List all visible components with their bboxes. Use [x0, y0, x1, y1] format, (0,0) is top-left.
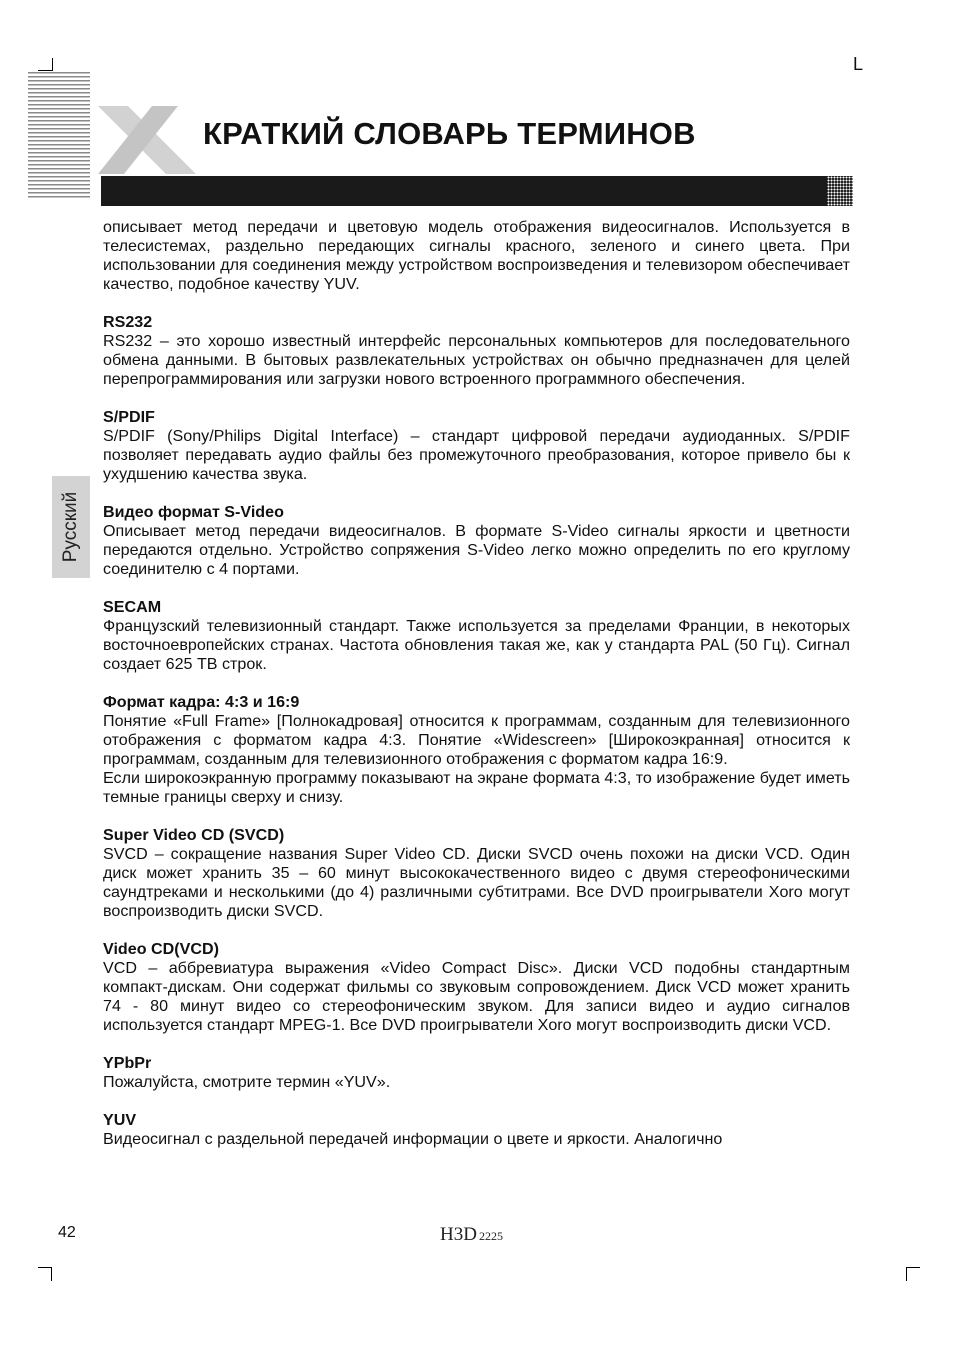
term-definition: RS232 – это хорошо известный интерфейс персональных компьютеров для последовательного обмена данными. В бытовых развлекательных устройствах он обычно предназначен для целей перепрограммирования или загрузки нового встроенного программного обеспечения. [103, 332, 850, 388]
term-heading: Формат кадра: 4:3 и 16:9 [103, 693, 300, 711]
header-stripes [28, 72, 90, 200]
crop-mark-bottom-left-vertical [51, 1267, 52, 1281]
page-number: 42 [58, 1224, 76, 1241]
model-label: H3D [440, 1224, 477, 1245]
term-heading: Super Video CD (SVCD) [103, 826, 285, 844]
term-heading: YPbPr [103, 1054, 152, 1072]
term-definition: Если широкоэкранную программу показывают на экране формата 4:3, то изображение будет иметь темные границы сверху и снизу. [103, 769, 850, 806]
term-definition: Понятие «Full Frame» [Полнокадровая] относится к программам, созданным для телевизионного отображения с форматом кадра 4:3. Понятие «Widescreen» [Широкоэкранная] относится к программам, созданным для телевизионного отображения с форматом кадра 16:9. [103, 712, 850, 768]
glossary-entry-ypbpr [103, 1054, 850, 1092]
term-definition: Описывает метод передачи видеосигналов. В формате S-Video сигналы яркости и цветности передаются отдельно. Устройство сопряжения S-Video легко можно определить по его круглому соединителю с 4 портами. [103, 522, 850, 578]
language-tab [52, 476, 90, 578]
crop-mark-bottom-right-vertical [906, 1267, 907, 1281]
term-heading: Видео формат S-Video [103, 503, 284, 521]
intro-paragraph: описывает метод передачи и цветовую модель отображения видеосигналов. Используется в телесистемах, раздельно передающих сигналы красного, зеленого и синего цвета. При использовании для соединения между устройством воспроизведения и телевизором обеспечивает качество, подобное качеству YUV. [103, 218, 850, 293]
crop-mark-bottom-left [38, 1267, 52, 1268]
glossary-entry-rs232 [103, 313, 850, 389]
term-heading: RS232 [103, 313, 153, 331]
term-heading: SECAM [103, 598, 162, 616]
title-bar-dots [827, 176, 853, 206]
corner-mark: L [853, 54, 864, 74]
crop-mark-top-left-vertical [52, 58, 53, 71]
crop-mark-top-left [38, 70, 53, 71]
term-definition: Видеосигнал с раздельной передачей информации о цвете и яркости. Аналогично [103, 1130, 723, 1148]
term-heading: YUV [103, 1111, 137, 1129]
term-heading: Video CD(VCD) [103, 940, 219, 958]
term-definition: S/PDIF (Sony/Philips Digital Interface) – стандарт цифровой передачи аудиоданных. S/PDIF позволяет передавать аудио файлы без промежуточного преобразования, которое привело бы к ухудшению качества звука. [103, 427, 850, 483]
term-definition: Пожалуйста, смотрите термин «YUV». [103, 1073, 391, 1091]
term-definition: SVCD – сокращение названия Super Video CD. Диски SVCD очень похожи на диски VCD. Один диск может хранить 35 – 60 минут высококачественного видео с двумя стереофоническими саундтреками и несколькими (до 4) различными субтитрами. Все DVD проигрыватели Xoro могут воспроизводить диски SVCD. [103, 845, 850, 920]
term-definition: VCD – аббревиатура выражения «Video Compact Disc». Диски VCD подобны стандартным компакт-дискам. Они содержат фильмы со звуковым сопровождением. Диск VCD может хранить 74 - 80 минут видео со стереофоническим звуком. Для записи видео и аудио сигналов используется стандарт MPEG-1. Все DVD проигрыватели Xoro могут воспроизводить диски VCD. [103, 959, 850, 1034]
term-definition: Французский телевизионный стандарт. Также используется за пределами Франции, в некоторых восточноевропейских странах. Частота обновления такая же, как у стандарта PAL (50 Гц). Сигнал создает 625 ТВ строк. [103, 617, 850, 673]
xoro-logo-icon [94, 104, 198, 176]
language-tab-label: Русский [60, 491, 81, 563]
model-name [440, 1224, 503, 1246]
title-bar [101, 176, 853, 206]
page-title: КРАТКИЙ СЛОВАРЬ ТЕРМИНОВ [203, 116, 696, 151]
model-number: 2225 [478, 1229, 503, 1243]
glossary-entry-yuv [103, 1111, 850, 1149]
glossary-entry-spdif [103, 408, 850, 484]
glossary-entry-aspect-ratio [103, 693, 850, 807]
term-heading: S/PDIF [103, 408, 155, 426]
glossary-entry-secam [103, 598, 850, 674]
glossary-entry-svcd [103, 826, 850, 921]
glossary-entry-vcd [103, 940, 850, 1035]
crop-mark-bottom-right [906, 1267, 920, 1268]
glossary-entry-s-video [103, 503, 850, 579]
glossary-content [103, 218, 850, 1149]
